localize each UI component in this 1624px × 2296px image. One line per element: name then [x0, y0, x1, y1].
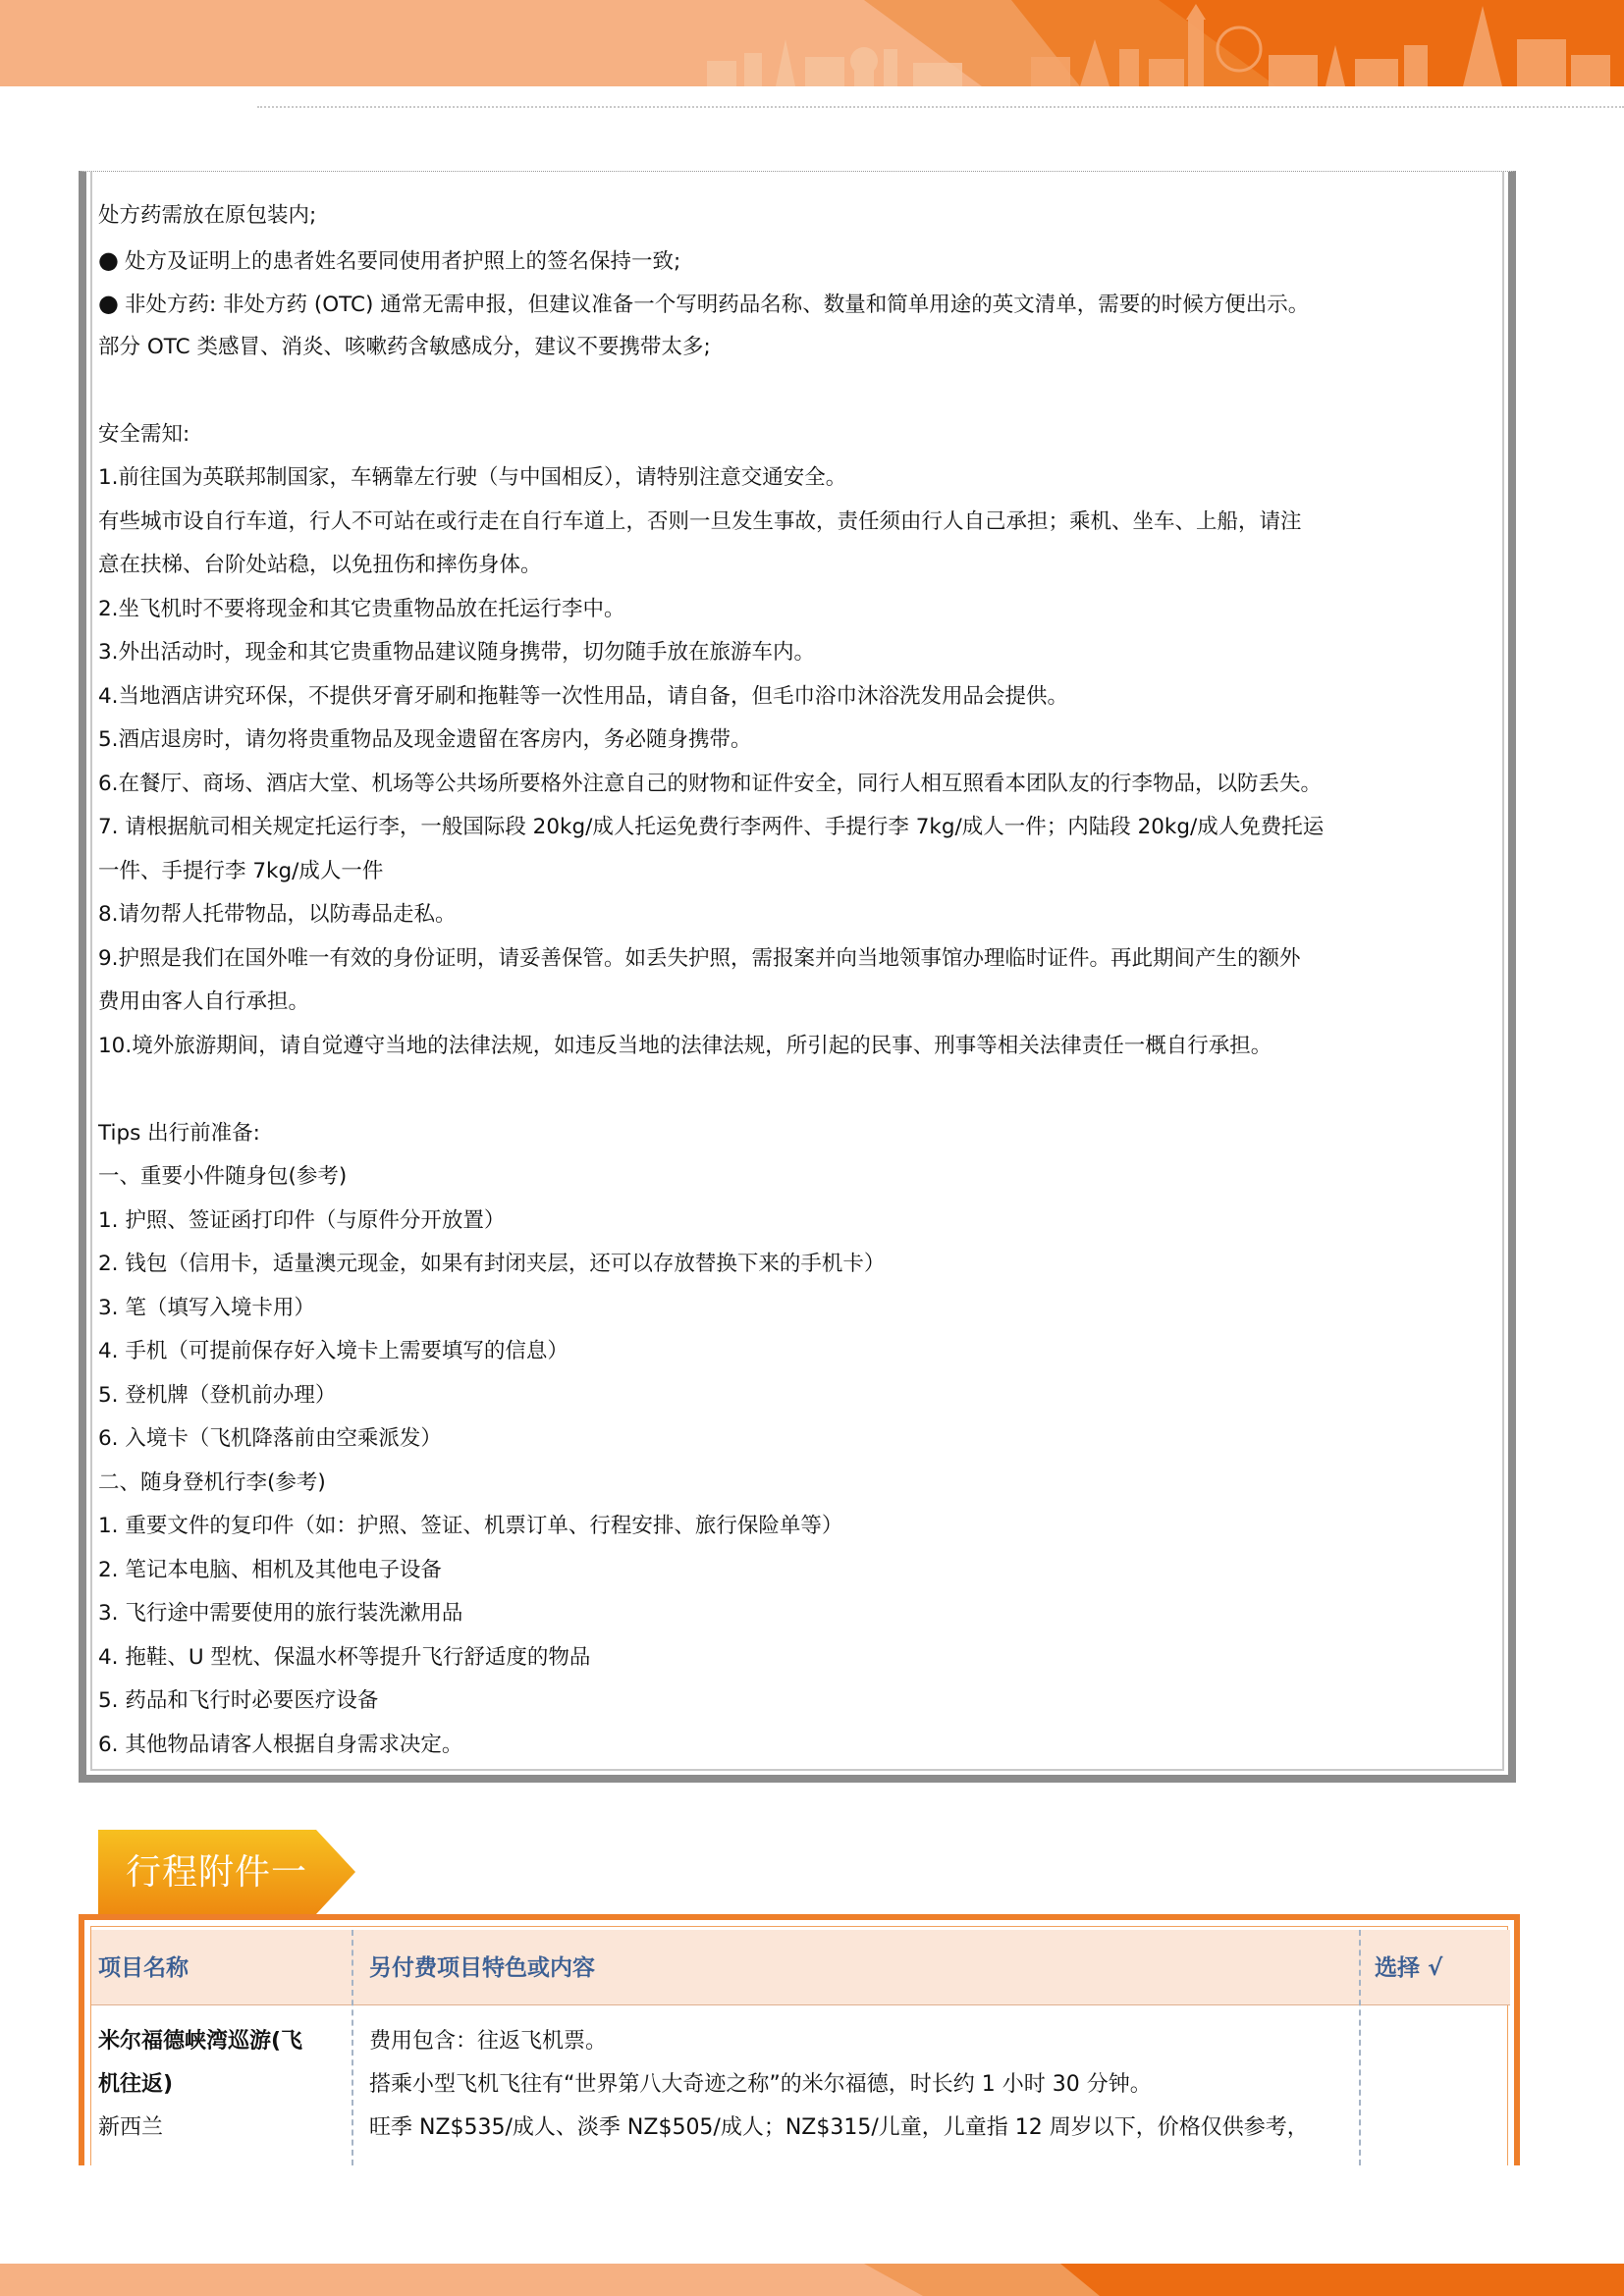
- notice-line: 费用由客人自行承担。: [98, 989, 310, 1014]
- notice-line: 1.前往国为英联邦制国家，车辆靠左行驶（与中国相反），请特别注意交通安全。: [98, 465, 847, 490]
- notice-line: 部分 OTC 类感冒、消炎、咳嗽药含敏感成分，建议不要携带太多;: [98, 334, 711, 359]
- notice-line: 4. 手机（可提前保存好入境卡上需要填写的信息）: [98, 1339, 568, 1363]
- notice-line: 5.酒店退房时，请勿将贵重物品及现金遗留在客房内，务必随身携带。: [98, 727, 752, 752]
- notice-line: 3. 笔（填写入境卡用）: [98, 1295, 315, 1320]
- footer-banner: [0, 2264, 1624, 2296]
- notice-line: 4.当地酒店讲究环保，不提供牙膏牙刷和拖鞋等一次性用品，请自备，但毛巾浴巾沐浴洗发用品会提供。: [98, 683, 1069, 709]
- notice-line: 2.坐飞机时不要将现金和其它贵重物品放在托运行李中。: [98, 596, 625, 621]
- notice-line: 安全需知:: [98, 421, 190, 447]
- notice-line: 2. 笔记本电脑、相机及其他电子设备: [98, 1557, 442, 1582]
- bullet-text: 处方及证明上的患者姓名要同使用者护照上的签名保持一致;: [124, 248, 681, 274]
- row-name-line-1: [98, 2020, 302, 2064]
- notice-line: 1. 重要文件的复印件（如：护照、签证、机票订单、行程安排、旅行保险单等）: [98, 1514, 843, 1538]
- notice-line: 一、重要小件随身包(参考): [98, 1164, 348, 1189]
- column-divider: [352, 1930, 353, 2165]
- notice-line: 7. 请根据航司相关规定托运行李，一般国际段 20kg/成人托运免费行李两件、手提行李 7kg/成人一件；内陆段 20kg/成人免费托运: [98, 815, 1325, 839]
- table-header-row: [91, 1930, 1510, 2005]
- notice-line: 10.境外旅游期间，请自觉遵守当地的法律法规，如违反当地的法律法规，所引起的民事、刑事等相关法律责任一概自行承担。: [98, 1033, 1272, 1058]
- blank-line: [98, 369, 1512, 413]
- header-banner: [0, 0, 1624, 86]
- bullet-icon: ●: [98, 245, 119, 274]
- section-title: 行程附件一: [126, 1852, 308, 1893]
- bullet-icon: ●: [98, 290, 119, 317]
- notice-line: 5. 药品和飞行时必要医疗设备: [98, 1688, 379, 1713]
- notice-line: 8.请勿帮人托带物品，以防毒品走私。: [98, 902, 457, 927]
- notice-line: 6. 入境卡（飞机降落前由空乘派发）: [98, 1426, 442, 1451]
- row-country: 新西兰: [98, 2115, 164, 2140]
- notice-line: 4. 拖鞋、U 型枕、保温水杯等提升飞行舒适度的物品: [98, 1644, 591, 1670]
- notice-line: Tips 出行前准备:: [98, 1120, 260, 1146]
- row-name-bold: 米尔福德峡湾巡游(飞: [98, 2029, 303, 2054]
- column-divider: [1359, 1930, 1361, 2165]
- notice-line: 6.在餐厅、商场、酒店大堂、机场等公共场所要格外注意自己的财物和证件安全，同行人相互照看本团队友的行李物品，以防丢失。: [98, 771, 1323, 796]
- row-name-line-2: [98, 2063, 173, 2108]
- row-content-line-2: 搭乘小型飞机飞往有“世界第八大奇迹之称”的米尔福德，时长约 1 小时 30 分钟。: [369, 2072, 1152, 2097]
- notice-line: 1. 护照、签证函打印件（与原件分开放置）: [98, 1207, 506, 1233]
- row-content-line-3: 旺季 NZ$535/成人、淡季 NZ$505/成人；NZ$315/儿童，儿童指 12 周岁以下，价格仅供参考，: [369, 2115, 1309, 2140]
- notice-line: 一件、手提行李 7kg/成人一件: [98, 858, 384, 883]
- header-project-content: 另付费项目特色或内容: [369, 1955, 595, 1981]
- notice-line: 二、随身登机行李(参考): [98, 1469, 326, 1495]
- notice-line: 3. 飞行途中需要使用的旅行装洗漱用品: [98, 1601, 463, 1626]
- row-content-line-1: 费用包含：往返飞机票。: [369, 2029, 608, 2054]
- notice-line: 2. 钱包（信用卡，适量澳元现金，如果有封闭夹层，还可以存放替换下来的手机卡）: [98, 1252, 886, 1276]
- notice-text-block: [98, 194, 1512, 1767]
- notice-line: 意在扶梯、台阶处站稳，以免扭伤和摔伤身体。: [98, 553, 542, 577]
- bullet-line: [98, 239, 1512, 283]
- blank-line: [98, 1068, 1512, 1112]
- notice-line: 9.护照是我们在国外唯一有效的身份证明，请妥善保管。如丢失护照，需报案并向当地领事馆办理临时证件。再此期间产生的额外: [98, 945, 1301, 971]
- notice-line: 3.外出活动时，现金和其它贵重物品建议随身携带，切勿随手放在旅游车内。: [98, 640, 816, 665]
- notice-line: 6. 其他物品请客人根据自身需求决定。: [98, 1732, 463, 1757]
- bullet-line: [98, 282, 1512, 326]
- notice-line: 有些城市设自行车道，行人不可站在或行走在自行车道上，否则一旦发生事故，责任须由行人自己承担；乘机、坐车、上船，请注: [98, 508, 1302, 534]
- header-select: 选择 √: [1375, 1955, 1443, 1981]
- bullet-text: 非处方药: 非处方药 (OTC) 通常无需申报，但建议准备一个写明药品名称、数量和简单用途的英文清单，需要的时候方便出示。: [124, 293, 1310, 317]
- header-project-name: 项目名称: [98, 1955, 189, 1981]
- row-name-bold: 机往返): [98, 2072, 174, 2097]
- notice-line: 处方药需放在原包装内;: [98, 203, 317, 228]
- header-divider: [257, 106, 1624, 108]
- notice-line: 5. 登机牌（登机前办理）: [98, 1382, 337, 1408]
